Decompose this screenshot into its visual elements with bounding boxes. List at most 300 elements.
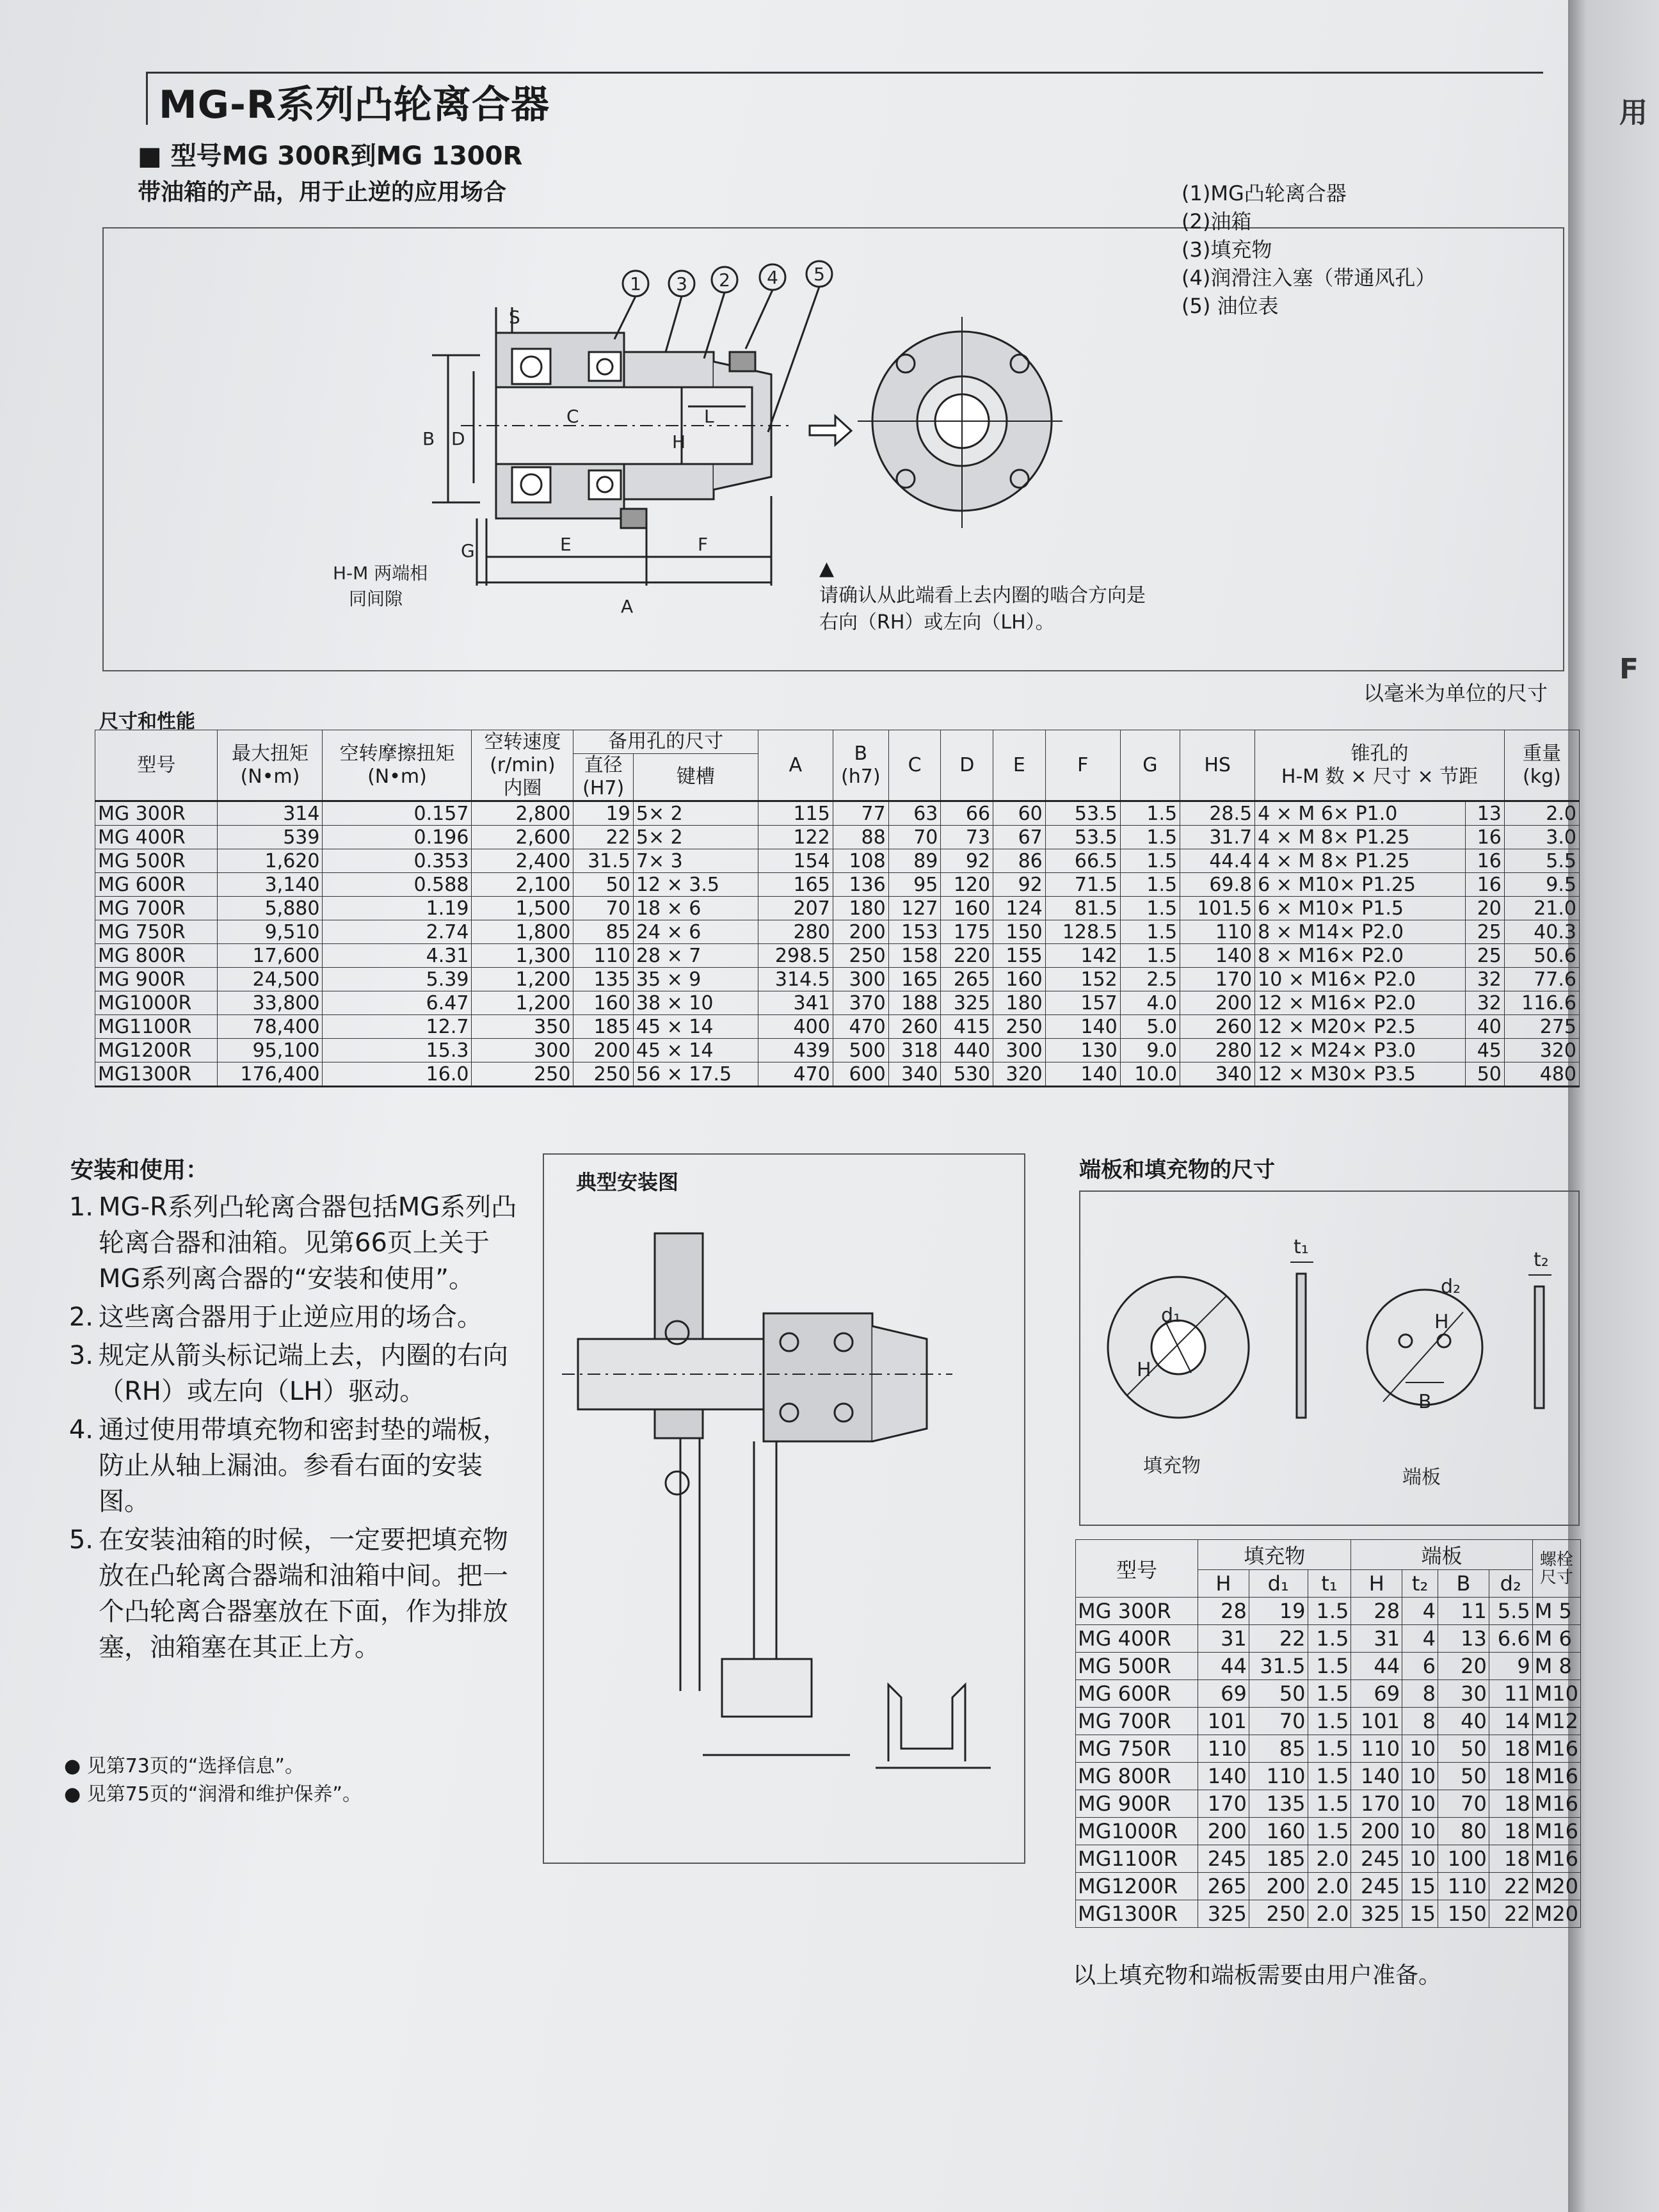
table-row <box>1076 1873 1581 1900</box>
table-cell: 160 <box>993 968 1046 991</box>
col-e: E <box>993 730 1046 801</box>
h-label: H <box>1434 1311 1449 1333</box>
table-cell: 1.19 <box>323 897 472 920</box>
table-row <box>1076 1818 1581 1845</box>
table-cell: 245 <box>1198 1845 1249 1873</box>
table-cell: 45 × 14 <box>633 1015 758 1039</box>
table-cell: 85 <box>1249 1735 1308 1763</box>
table-cell: 12.7 <box>323 1015 472 1039</box>
table-row <box>1076 1708 1581 1735</box>
table-cell: MG 400R <box>1076 1625 1198 1653</box>
typical-install-drawing <box>543 1153 1023 1861</box>
table-cell: 2.0 <box>1504 801 1579 826</box>
table-cell: 180 <box>833 897 888 920</box>
table-cell: M16 <box>1532 1735 1580 1763</box>
table-cell: 350 <box>472 1015 573 1039</box>
table-cell: 298.5 <box>758 944 833 968</box>
table-cell: 5× 2 <box>633 801 758 826</box>
callout-5: 5 <box>813 264 825 285</box>
table-cell: MG 400R <box>95 826 218 849</box>
table-cell: 44.4 <box>1180 849 1255 873</box>
table-cell: 32 <box>1466 991 1505 1015</box>
table-cell: 22 <box>1489 1873 1532 1900</box>
callout-4: 4 <box>767 267 778 288</box>
table-cell: 6 <box>1402 1653 1438 1680</box>
table-cell: 110 <box>1249 1763 1308 1790</box>
table-cell: MG1100R <box>95 1015 218 1039</box>
plate-drawing <box>1079 1190 1577 1523</box>
table-cell: 153 <box>888 920 941 944</box>
table-cell: 4.0 <box>1120 991 1180 1015</box>
install-item: 3. 规定从箭头标记端上去，内圈的右向（RH）或左向（LH）驱动。 <box>68 1341 508 1406</box>
table-cell: 25 <box>1466 920 1505 944</box>
table-cell: 50 <box>1438 1735 1489 1763</box>
table-cell: 530 <box>941 1062 993 1087</box>
table-cell: 539 <box>218 826 323 849</box>
table-cell: 140 <box>1180 944 1255 968</box>
table-cell: 440 <box>941 1039 993 1062</box>
b-label: B <box>1418 1391 1432 1413</box>
table-cell: 69 <box>1198 1680 1249 1708</box>
col-keyway: 键槽 <box>633 754 758 801</box>
table-cell: 1,300 <box>472 944 573 968</box>
callout-2: 2 <box>719 269 730 291</box>
table-cell: 154 <box>758 849 833 873</box>
part-item: (3)填充物 <box>1182 237 1272 262</box>
table-cell: 2,600 <box>472 826 573 849</box>
table-cell: 320 <box>1504 1039 1579 1062</box>
table-cell: 50 <box>573 873 633 897</box>
table-cell: 71.5 <box>1045 873 1120 897</box>
dim-s: S <box>509 307 520 328</box>
hm-note-line2: 同间隙 <box>349 588 403 609</box>
table-cell: 31.5 <box>573 849 633 873</box>
t1-label: t₁ <box>1294 1236 1309 1258</box>
callout-3: 3 <box>676 273 687 294</box>
page-title: MG-R系列凸轮离合器 <box>159 83 550 127</box>
table-cell: 14 <box>1489 1708 1532 1735</box>
table-cell: 18 <box>1489 1845 1532 1873</box>
table-cell: 120 <box>941 873 993 897</box>
table-cell: 1.5 <box>1308 1708 1351 1735</box>
table-cell: 5.0 <box>1120 1015 1180 1039</box>
d2-label: d₂ <box>1441 1276 1461 1298</box>
col-bolt: 螺栓尺寸 <box>1532 1540 1580 1598</box>
table-cell: 101 <box>1198 1708 1249 1735</box>
table-cell: MG 900R <box>1076 1790 1198 1818</box>
table-cell: 44 <box>1198 1653 1249 1680</box>
col-t1: t₁ <box>1308 1570 1351 1598</box>
table-cell: 8 <box>1402 1680 1438 1708</box>
table-cell: 152 <box>1045 968 1120 991</box>
table-cell: 4.31 <box>323 944 472 968</box>
table-cell: 9.5 <box>1504 873 1579 897</box>
col-bore-dia: 直径 (H7) <box>573 754 633 801</box>
table-row <box>1076 1680 1581 1708</box>
table-cell: 300 <box>472 1039 573 1062</box>
table-cell: 16 <box>1466 849 1505 873</box>
col-weight: 重量 (kg) <box>1504 730 1579 801</box>
dim-c: C <box>566 406 579 427</box>
table-cell: MG 800R <box>1076 1763 1198 1790</box>
table-row <box>1076 1845 1581 1873</box>
table-cell: 340 <box>1180 1062 1255 1087</box>
table-cell: 250 <box>833 944 888 968</box>
table-cell: 2.74 <box>323 920 472 944</box>
table-cell: 176,400 <box>218 1062 323 1087</box>
table-cell: 8 × M14× P2.0 <box>1255 920 1466 944</box>
table-cell: 10 <box>1402 1790 1438 1818</box>
table-cell: 11 <box>1489 1680 1532 1708</box>
table-cell: 13 <box>1466 801 1505 826</box>
table-row <box>1076 1735 1581 1763</box>
table-cell: 160 <box>573 991 633 1015</box>
table-cell: 30 <box>1438 1680 1489 1708</box>
table-cell: 155 <box>993 944 1046 968</box>
table-cell: 77.6 <box>1504 968 1579 991</box>
table-cell: 9.0 <box>1120 1039 1180 1062</box>
h-label: H <box>1137 1359 1151 1381</box>
table-cell: 50.6 <box>1504 944 1579 968</box>
table-cell: 265 <box>941 968 993 991</box>
table-cell: 21.0 <box>1504 897 1579 920</box>
table-row <box>1076 1653 1581 1680</box>
table-cell: 9,510 <box>218 920 323 944</box>
table-cell: 31.5 <box>1249 1653 1308 1680</box>
table-cell: 12 × M24× P3.0 <box>1255 1039 1466 1062</box>
table-cell: 175 <box>941 920 993 944</box>
table-cell: 5.5 <box>1504 849 1579 873</box>
t2-label: t₂ <box>1534 1249 1549 1271</box>
table-cell: 12 × 3.5 <box>633 873 758 897</box>
table-cell: 2.5 <box>1120 968 1180 991</box>
table-cell: 53.5 <box>1045 801 1120 826</box>
table-cell: 260 <box>888 1015 941 1039</box>
table-cell: M16 <box>1532 1763 1580 1790</box>
table-cell: 170 <box>1180 968 1255 991</box>
table-cell: 158 <box>888 944 941 968</box>
product-description: 带油箱的产品，用于止逆的应用场合 <box>138 179 507 205</box>
table-cell: 325 <box>1351 1900 1402 1928</box>
table-cell: 325 <box>1198 1900 1249 1928</box>
dim-h: H <box>672 431 686 453</box>
table-cell: 1,200 <box>472 968 573 991</box>
table-cell: 88 <box>833 826 888 849</box>
table-cell: 110 <box>1351 1735 1402 1763</box>
table-cell: 53.5 <box>1045 826 1120 849</box>
table-cell: 135 <box>573 968 633 991</box>
table-cell: 15.3 <box>323 1039 472 1062</box>
dim-b: B <box>422 428 435 449</box>
table-cell: 185 <box>573 1015 633 1039</box>
table-cell: 85 <box>573 920 633 944</box>
table-cell: 92 <box>941 849 993 873</box>
callout-1: 1 <box>630 273 641 294</box>
table-cell: 1.5 <box>1120 849 1180 873</box>
table-cell: 1,200 <box>472 991 573 1015</box>
install-item: 5. 在安装油箱的时候，一定要把填充物放在凸轮离合器端和油箱中间。把一个凸轮离合器塞放在下面，作为排放塞，油箱塞在其正上方。 <box>68 1525 508 1662</box>
table-cell: 4 <box>1402 1625 1438 1653</box>
part-item: (1)MG凸轮离合器 <box>1182 181 1347 205</box>
table-cell: 11 <box>1438 1598 1489 1625</box>
dim-a: A <box>621 596 634 617</box>
table-cell: 0.196 <box>323 826 472 849</box>
table-cell: 20 <box>1438 1653 1489 1680</box>
table-cell: 50 <box>1249 1680 1308 1708</box>
table-cell: 89 <box>888 849 941 873</box>
install-item: 4. 通过使用带填充物和密封垫的端板，防止从轴上漏油。参看右面的安装图。 <box>68 1415 508 1516</box>
table-cell: 10 <box>1402 1818 1438 1845</box>
table-cell: 15 <box>1402 1873 1438 1900</box>
table-cell: 95,100 <box>218 1039 323 1062</box>
col-max-torque: 最大扭矩 (N•m) <box>218 730 323 801</box>
table-cell: 200 <box>1198 1818 1249 1845</box>
table-cell: 136 <box>833 873 888 897</box>
footnote: 以上填充物和端板需要由用户准备。 <box>1073 1962 1442 1989</box>
table-cell: 4 × M 6× P1.0 <box>1255 801 1466 826</box>
table-cell: 110 <box>1198 1735 1249 1763</box>
col-a: A <box>758 730 833 801</box>
table-cell: 3.0 <box>1504 826 1579 849</box>
table-cell: 370 <box>833 991 888 1015</box>
table-cell: 275 <box>1504 1015 1579 1039</box>
table-cell: 4 <box>1402 1598 1438 1625</box>
table-cell: 122 <box>758 826 833 849</box>
table-cell: 70 <box>1249 1708 1308 1735</box>
table-cell: 2.0 <box>1308 1845 1351 1873</box>
table-cell: 6 × M10× P1.5 <box>1255 897 1466 920</box>
table-cell: 280 <box>758 920 833 944</box>
table-row <box>1076 1763 1581 1790</box>
table-cell: 16 <box>1466 826 1505 849</box>
table-cell: 32 <box>1466 968 1505 991</box>
table-cell: 170 <box>1351 1790 1402 1818</box>
table-cell: MG 700R <box>95 897 218 920</box>
table-cell: 63 <box>888 801 941 826</box>
table-cell: MG 500R <box>1076 1653 1198 1680</box>
references <box>64 1752 362 1809</box>
table-cell: 45 × 14 <box>633 1039 758 1062</box>
table-cell: 5× 2 <box>633 826 758 849</box>
table-cell: 95 <box>888 873 941 897</box>
table-cell: 101.5 <box>1180 897 1255 920</box>
table-cell: 8 <box>1402 1708 1438 1735</box>
direction-warning <box>819 556 1146 636</box>
table-cell: 78,400 <box>218 1015 323 1039</box>
dim-f: F <box>698 534 709 555</box>
table-cell: 92 <box>993 873 1046 897</box>
table-cell: 16 <box>1466 873 1505 897</box>
table-cell: M12 <box>1532 1708 1580 1735</box>
table-cell: 200 <box>573 1039 633 1062</box>
table-cell: M20 <box>1532 1873 1580 1900</box>
table-cell: MG 900R <box>95 968 218 991</box>
install-title: 安装和使用： <box>70 1157 209 1183</box>
table-cell: 17,600 <box>218 944 323 968</box>
table-cell: 1.5 <box>1120 920 1180 944</box>
table-cell: 12 × M20× P2.5 <box>1255 1015 1466 1039</box>
table-cell: 480 <box>1504 1062 1579 1087</box>
table-cell: 19 <box>573 801 633 826</box>
table-cell: 25 <box>1466 944 1505 968</box>
table-cell: MG 500R <box>95 849 218 873</box>
spec-table-title: 尺寸和性能 <box>99 710 195 733</box>
table-row <box>95 944 1580 968</box>
table-cell: MG1000R <box>1076 1818 1198 1845</box>
table-cell: 44 <box>1351 1653 1402 1680</box>
table-cell: 20 <box>1466 897 1505 920</box>
table-cell: 15 <box>1402 1900 1438 1928</box>
dim-g: G <box>461 540 475 561</box>
plate-table-body <box>1076 1598 1581 1928</box>
table-cell: 10 × M16× P2.0 <box>1255 968 1466 991</box>
table-cell: 318 <box>888 1039 941 1062</box>
table-cell: 140 <box>1351 1763 1402 1790</box>
table-cell: 142 <box>1045 944 1120 968</box>
table-cell: 2.0 <box>1308 1873 1351 1900</box>
table-cell: 160 <box>1249 1818 1308 1845</box>
col-model: 型号 <box>95 730 218 801</box>
table-cell: 1,500 <box>472 897 573 920</box>
table-cell: 127 <box>888 897 941 920</box>
table-cell: 250 <box>993 1015 1046 1039</box>
table-cell: 170 <box>1198 1790 1249 1818</box>
table-cell: 128.5 <box>1045 920 1120 944</box>
table-cell: 2,100 <box>472 873 573 897</box>
table-cell: 31 <box>1198 1625 1249 1653</box>
table-cell: 340 <box>888 1062 941 1087</box>
table-cell: 10 <box>1402 1735 1438 1763</box>
table-cell: M16 <box>1532 1818 1580 1845</box>
table-cell: 250 <box>573 1062 633 1087</box>
col-d: D <box>941 730 993 801</box>
table-cell: 500 <box>833 1039 888 1062</box>
table-cell: 1.5 <box>1308 1818 1351 1845</box>
col-h: H <box>1198 1570 1249 1598</box>
table-cell: 200 <box>833 920 888 944</box>
table-cell: 12 × M30× P3.5 <box>1255 1062 1466 1087</box>
table-cell: 245 <box>1351 1873 1402 1900</box>
table-cell: 28 × 7 <box>633 944 758 968</box>
table-cell: 22 <box>573 826 633 849</box>
col-c: C <box>888 730 941 801</box>
table-cell: MG1300R <box>95 1062 218 1087</box>
table-cell: 6 × M10× P1.25 <box>1255 873 1466 897</box>
table-cell: 110 <box>1438 1873 1489 1900</box>
table-cell: 140 <box>1045 1015 1120 1039</box>
table-cell: 115 <box>758 801 833 826</box>
table-row <box>95 826 1580 849</box>
table-cell: 22 <box>1249 1625 1308 1653</box>
table-row <box>95 1062 1580 1087</box>
table-cell: 12 × M16× P2.0 <box>1255 991 1466 1015</box>
col-t2: t₂ <box>1402 1570 1438 1598</box>
col-drag-torque: 空转摩擦扭矩 (N•m) <box>323 730 472 801</box>
table-cell: MG 750R <box>1076 1735 1198 1763</box>
table-cell: 1.5 <box>1308 1735 1351 1763</box>
col-d1: d₁ <box>1249 1570 1308 1598</box>
table-cell: 80 <box>1438 1818 1489 1845</box>
table-cell: 188 <box>888 991 941 1015</box>
table-cell: 320 <box>993 1062 1046 1087</box>
table-cell: 140 <box>1198 1763 1249 1790</box>
table-cell: 10.0 <box>1120 1062 1180 1087</box>
table-cell: 1,800 <box>472 920 573 944</box>
table-cell: M10 <box>1532 1680 1580 1708</box>
table-row <box>1076 1790 1581 1818</box>
table-cell: 70 <box>573 897 633 920</box>
reference-item: ● 见第75页的“润滑和维护保养”。 <box>64 1783 362 1806</box>
table-cell: 18 <box>1489 1818 1532 1845</box>
table-cell: 250 <box>472 1062 573 1087</box>
edge-fragment: 用 <box>1619 97 1647 129</box>
table-cell: 200 <box>1180 991 1255 1015</box>
plate-table <box>1075 1539 1581 1928</box>
table-cell: 35 × 9 <box>633 968 758 991</box>
table-cell: MG 600R <box>95 873 218 897</box>
table-cell: 28 <box>1351 1598 1402 1625</box>
table-cell: 1.5 <box>1120 826 1180 849</box>
table-cell: 280 <box>1180 1039 1255 1062</box>
table-cell: 18 <box>1489 1790 1532 1818</box>
install-list <box>51 1189 525 1668</box>
install-item: 1. MG-R系列凸轮离合器包括MG系列凸轮离合器和油箱。见第66页上关于MG系列离合器的“安装和使用”。 <box>68 1192 517 1294</box>
table-cell: 73 <box>941 826 993 849</box>
table-cell: M 8 <box>1532 1653 1580 1680</box>
table-cell: 140 <box>1045 1062 1120 1087</box>
table-cell: 124 <box>993 897 1046 920</box>
table-cell: 50 <box>1466 1062 1505 1087</box>
table-cell: 439 <box>758 1039 833 1062</box>
dim-l: L <box>704 406 714 427</box>
table-cell: 150 <box>1438 1900 1489 1928</box>
table-cell: M20 <box>1532 1900 1580 1928</box>
table-cell: 250 <box>1249 1900 1308 1928</box>
table-cell: 50 <box>1438 1763 1489 1790</box>
table-row <box>95 991 1580 1015</box>
table-cell: MG1200R <box>1076 1873 1198 1900</box>
table-cell: 207 <box>758 897 833 920</box>
table-cell: 2,800 <box>472 801 573 826</box>
table-cell: 7× 3 <box>633 849 758 873</box>
dim-d: D <box>451 428 465 449</box>
part-item: (4)润滑注入塞（带通风孔） <box>1182 266 1436 290</box>
table-cell: 19 <box>1249 1598 1308 1625</box>
table-cell: 4 × M 8× P1.25 <box>1255 849 1466 873</box>
table-cell: 60 <box>993 801 1046 826</box>
d1-label: d₁ <box>1161 1304 1182 1327</box>
table-cell: 1.5 <box>1120 944 1180 968</box>
table-cell: MG 600R <box>1076 1680 1198 1708</box>
table-cell: 135 <box>1249 1790 1308 1818</box>
table-cell: MG1100R <box>1076 1845 1198 1873</box>
table-cell: MG 800R <box>95 944 218 968</box>
table-row <box>1076 1625 1581 1653</box>
table-cell: 6.47 <box>323 991 472 1015</box>
col-hs: HS <box>1180 730 1255 801</box>
table-cell: MG1200R <box>95 1039 218 1062</box>
table-cell: 81.5 <box>1045 897 1120 920</box>
table-cell: 1.5 <box>1308 1763 1351 1790</box>
plate-title: 端板和填充物的尺寸 <box>1079 1157 1275 1183</box>
table-cell: 28.5 <box>1180 801 1255 826</box>
table-cell: 325 <box>941 991 993 1015</box>
table-cell: 24,500 <box>218 968 323 991</box>
table-row <box>1076 1900 1581 1928</box>
warning-text: 右向（RH）或左向（LH）。 <box>819 611 1055 634</box>
endplate-label: 端板 <box>1402 1466 1441 1489</box>
table-cell: 66.5 <box>1045 849 1120 873</box>
